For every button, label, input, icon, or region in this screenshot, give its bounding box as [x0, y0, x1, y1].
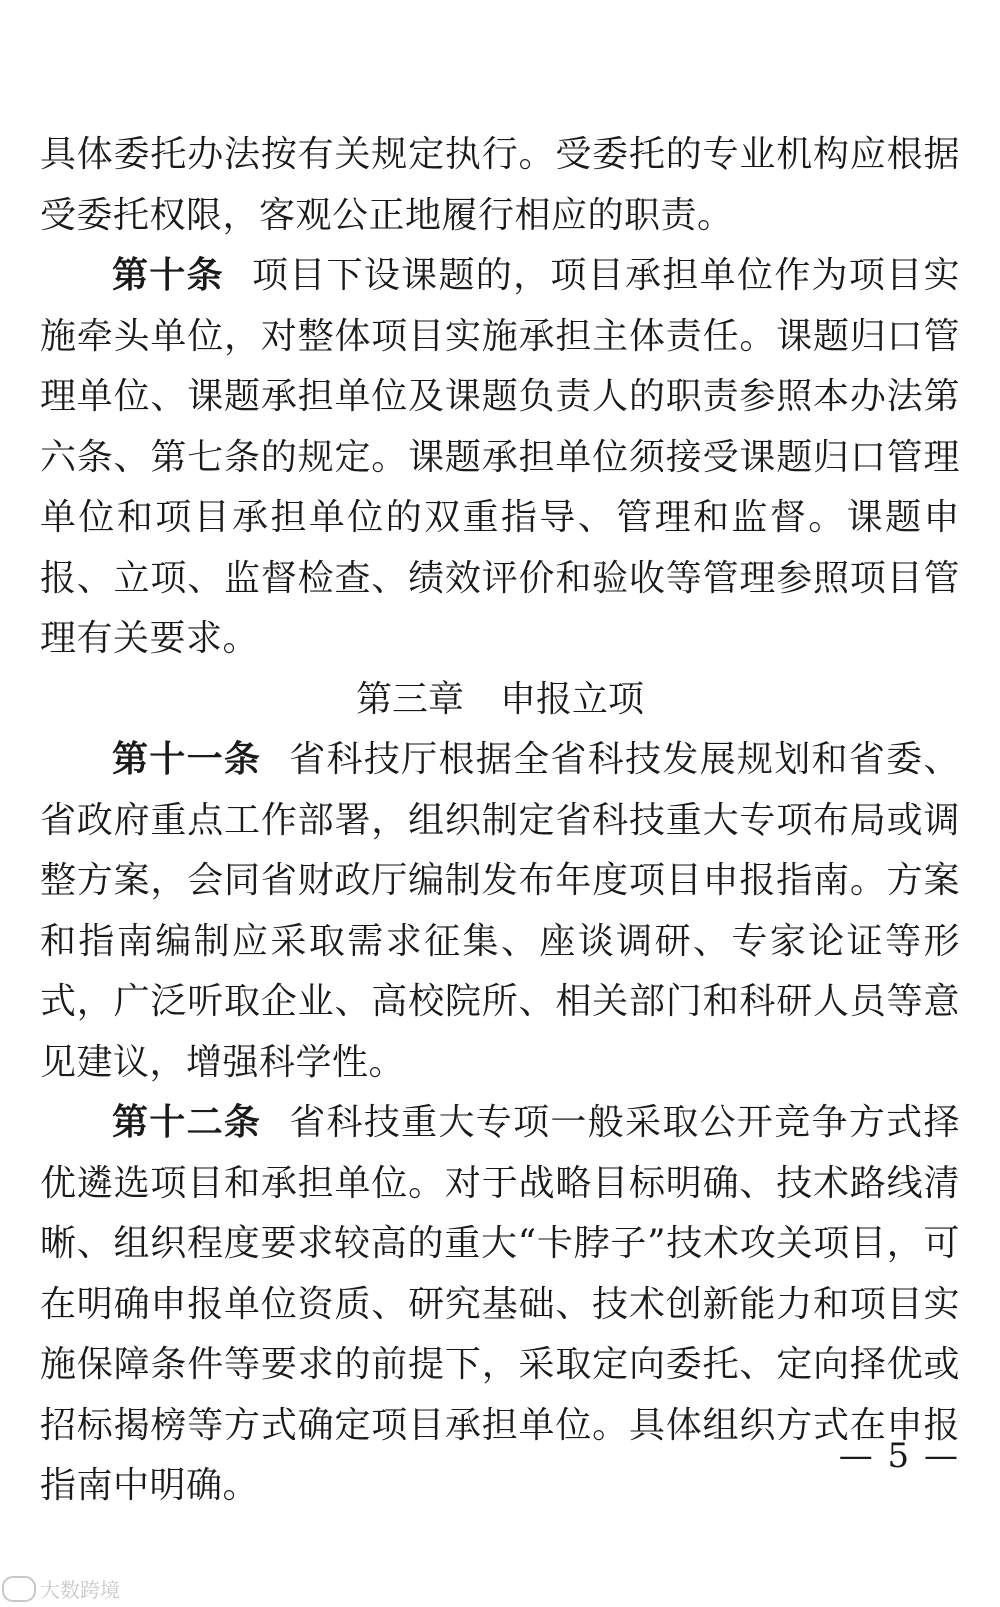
article-11 — [40, 730, 960, 1093]
watermark-text: 大数跨境 — [40, 1578, 120, 1602]
article-text: 省科技重大专项一般采取公开竞争方式择优遴选项目和承担单位。对于战略目标明确、技术路线清晰、组织程度要求较高的重大“卡脖子”技术攻关项目，可在明确申报单位资质、研究基础、技术创新能力和项目实施保障条件等要求的前提下，采取定向委托、定向择优或招标揭榜等方式确定项目承担单位。具体组织方式在申报指南中明确。 — [40, 1102, 960, 1506]
article-heading: 第十条 — [112, 255, 224, 296]
watermark — [2, 1574, 120, 1603]
article-10 — [40, 246, 960, 670]
page-number: — 5 — — [838, 1436, 960, 1476]
chapter-heading — [40, 670, 960, 731]
article-12 — [40, 1093, 960, 1517]
chapter-title: 申报立项 — [500, 678, 645, 720]
paragraph-continuation — [40, 125, 960, 246]
article-text: 省科技厅根据全省科技发展规划和省委、省政府重点工作部署，组织制定省科技重大专项布局或调整方案，会同省财政厅编制发布年度项目申报指南。方案和指南编制应采取需求征集、座谈调研、专家论证等形式，广泛听取企业、高校院所、相关部门和科研人员等意见建议，增强科学性。 — [40, 739, 960, 1083]
chapter-number: 第三章 — [355, 678, 464, 720]
article-heading: 第十二条 — [112, 1102, 262, 1143]
paragraph-text: 具体委托办法按有关规定执行。受委托的专业机构应根据受委托权限，客观公正地履行相应的职责。 — [40, 134, 960, 236]
article-text: 项目下设课题的，项目承担单位作为项目实施牵头单位，对整体项目实施承担主体责任。课题归口管理单位、课题承担单位及课题负责人的职责参照本办法第六条、第七条的规定。课题承担单位须接受课题归口管理单位和项目承担单位的双重指导、管理和监督。课题申报、立项、监督检查、绩效评价和验收等管理参照项目管理有关要求。 — [40, 255, 960, 659]
document-page — [40, 125, 960, 1517]
article-heading: 第十一条 — [112, 739, 262, 780]
watermark-logo-icon — [2, 1576, 36, 1602]
